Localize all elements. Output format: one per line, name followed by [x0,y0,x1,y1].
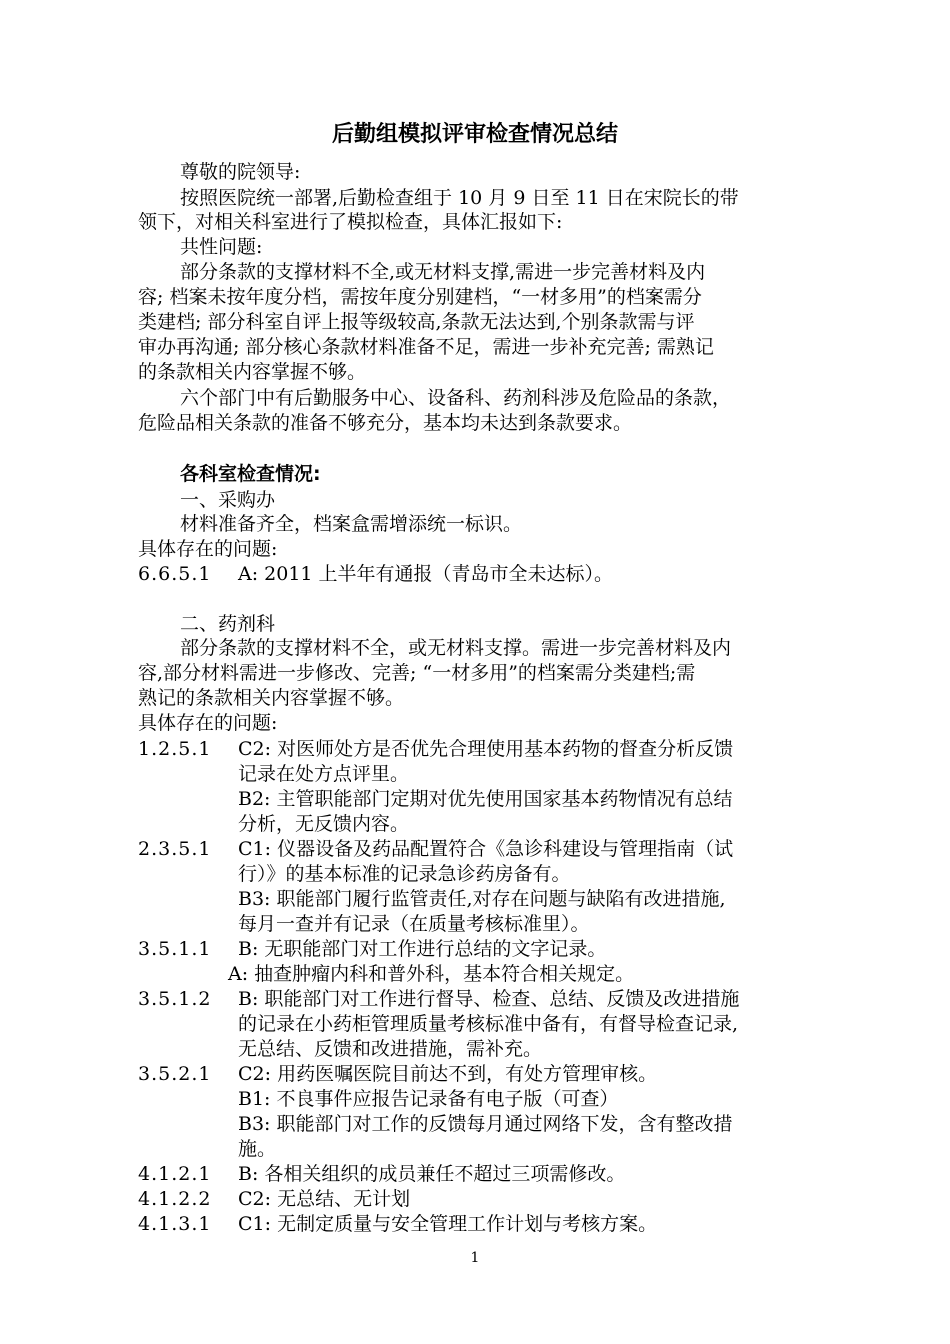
item-text: C1: 无制定质量与安全管理工作计划与考核方案。 [238,1213,658,1235]
item-text: 施。 [238,1138,277,1160]
item-code: 4.1.3.1 [138,1213,212,1235]
section2-problems-label: 具体存在的问题: [138,712,278,734]
item-code: 3.5.2.1 [138,1063,212,1085]
salutation: 尊敬的院领导: [180,161,301,183]
section1-problems-label: 具体存在的问题: [138,538,278,560]
item-text: B1: 不良事件应报告记录备有电子版（可查） [238,1088,619,1110]
hazard-line: 危险品相关条款的准备不够充分，基本均未达到条款要求。 [138,412,633,434]
item-code: 4.1.2.2 [138,1188,212,1210]
common-line: 类建档; 部分科室自评上报等级较高,条款无法达到,个别条款需与评 [138,311,695,333]
item-text: A: 2011 上半年有通报（青岛市全未达标）。 [238,563,614,585]
item-code: 3.5.1.1 [138,938,212,960]
section1-heading: 一、采购办 [180,489,276,511]
item-text: C2: 无总结、无计划 [238,1188,411,1210]
item-text: B: 无职能部门对工作进行总结的文字记录。 [238,938,607,960]
item-text: A: 抽查肿瘤内科和普外科，基本符合相关规定。 [228,963,635,985]
item-text: 每月一查并有记录（在质量考核标准里）。 [238,913,590,935]
item-code: 2.3.5.1 [138,838,212,860]
document-title: 后勤组模拟评审检查情况总结 [331,122,618,147]
item-code: 1.2.5.1 [138,738,212,760]
common-line: 的条款相关内容掌握不够。 [138,361,367,383]
page-number: 1 [470,1250,480,1266]
item-text: C2: 对医师处方是否优先合理使用基本药物的督查分析反馈 [238,738,734,760]
hazard-line: 六个部门中有后勤服务中心、设备科、药剂科涉及危险品的条款， [180,387,732,409]
item-code: 4.1.2.1 [138,1163,212,1185]
common-heading: 共性问题: [180,236,263,258]
section2-summary-line: 容,部分材料需进一步修改、完善; “一材多用”的档案需分类建档;需 [138,662,696,684]
item-code: 3.5.1.2 [138,988,212,1010]
item-code: 6.6.5.1 [138,563,212,585]
dept-heading: 各科室检查情况: [180,463,321,485]
section2-summary-line: 熟记的条款相关内容掌握不够。 [138,687,405,709]
item-text: B3: 职能部门对工作的反馈每月通过网络下发，含有整改措 [238,1113,733,1135]
item-text: 记录在处方点评里。 [238,763,410,785]
intro-line: 领下，对相关科室进行了模拟检查，具体汇报如下: [138,211,563,233]
common-line: 审办再沟通; 部分核心条款材料准备不足，需进一步补充完善; 需熟记 [138,336,714,358]
item-text: 的记录在小药柜管理质量考核标准中备有，有督导检查记录, [238,1013,739,1035]
item-text: B: 职能部门对工作进行督导、检查、总结、反馈及改进措施 [238,988,740,1010]
item-text: C2: 用药医嘱医院目前达不到，有处方管理审核。 [238,1063,658,1085]
common-line: 容; 档案未按年度分档，需按年度分别建档，“一材多用”的档案需分 [138,286,702,308]
section2-heading: 二、药剂科 [180,613,276,635]
section1-summary: 材料准备齐全，档案盒需增添统一标识。 [180,513,523,535]
intro-line: 按照医院统一部署,后勤检查组于 10 月 9 日至 11 日在宋院长的带 [180,187,739,209]
item-text: B2: 主管职能部门定期对优先使用国家基本药物情况有总结 [238,788,733,810]
item-text: B: 各相关组织的成员兼任不超过三项需修改。 [238,1163,626,1185]
section2-summary-line: 部分条款的支撑材料不全，或无材料支撑。需进一步完善材料及内 [180,637,732,659]
item-text: 行）》的基本标准的记录急诊药房备有。 [238,863,571,885]
item-text: B3: 职能部门履行监管责任,对存在问题与缺陷有改进措施, [238,888,726,910]
item-text: 无总结、反馈和改进措施，需补充。 [238,1038,543,1060]
common-line: 部分条款的支撑材料不全,或无材料支撑,需进一步完善材料及内 [180,261,706,283]
item-text: 分析，无反馈内容。 [238,813,410,835]
item-text: C1: 仪器设备及药品配置符合《急诊科建设与管理指南（试 [238,838,734,860]
